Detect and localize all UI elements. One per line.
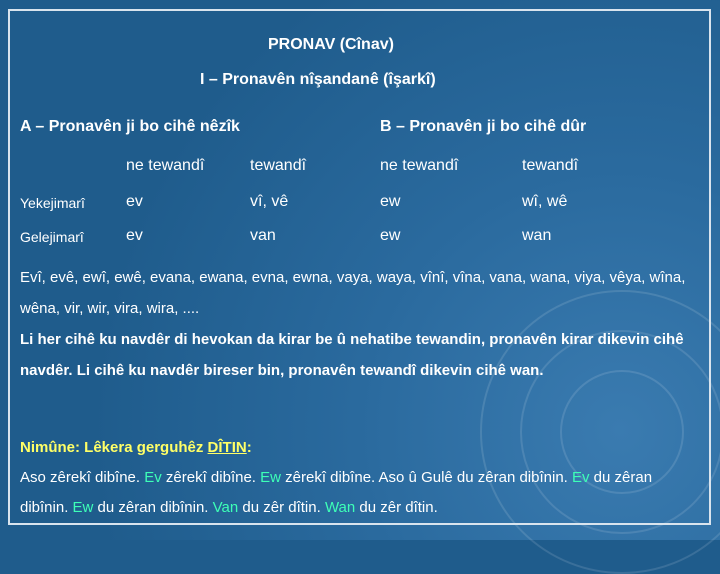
pronoun: Ew: [260, 469, 281, 486]
text-run: Aso zêrekî dibîne.: [20, 469, 145, 486]
text-run: du zêr dîtin.: [238, 499, 325, 516]
example-label: Nimûne:: [20, 439, 80, 456]
forms-list: Evî, evê, ewî, ewê, evana, ewana, evna, ewna, vaya, waya, vînî, vîna, vana, wana, viya, vêya, wîna, wêna, vir, wir, vira, wira, ....: [20, 269, 686, 317]
pronoun: Wan: [324, 499, 356, 516]
pronoun: Ew: [72, 499, 94, 516]
table-cell: van: [250, 227, 276, 244]
example-verb: DÎTIN: [207, 439, 247, 456]
row-label: Yekejimarî: [20, 195, 85, 211]
example-block: [20, 433, 700, 523]
table-cell: ev: [126, 227, 143, 244]
text-run: du zêr dîtin.: [355, 499, 438, 516]
table-cell: ew: [380, 193, 401, 210]
text-run: du zêran dibînin.: [93, 499, 213, 516]
slide-subtitle: I – Pronavên nîşandanê (îşarkî): [200, 71, 436, 88]
table-header: ne tewandî: [126, 157, 205, 174]
rule-paragraph: Li her cihê ku navdêr di hevokan da kirar be û nehatibe tewandin, pronavên kirar dikevin cihê navdêr. Li cihê ku navdêr bireser bin, pronavên tewandî dikevin cihê wan.: [20, 331, 684, 379]
row-label: Gelejimarî: [20, 229, 84, 245]
section-b-heading: B – Pronavên ji bo cihê dûr: [380, 118, 587, 135]
example-sentences: [20, 463, 700, 523]
table-header: tewandî: [250, 157, 307, 174]
pronoun: Ev: [572, 469, 590, 486]
slide-title: PRONAV (Cînav): [268, 36, 394, 53]
table-cell: wan: [522, 227, 552, 244]
text-run: zêrekî dibîne.: [161, 469, 261, 486]
table-cell: vî, vê: [250, 193, 289, 210]
section-a-heading: A – Pronavên ji bo cihê nêzîk: [20, 118, 240, 135]
table-header: ne tewandî: [380, 157, 459, 174]
example-colon: :: [246, 439, 252, 456]
example-heading: [20, 433, 700, 463]
table-header: tewandî: [522, 157, 579, 174]
table-cell: ev: [126, 193, 143, 210]
text-run: zêrekî dibîne. Aso û Gulê du zêran dibînin.: [280, 469, 572, 486]
pronoun: Van: [212, 499, 239, 516]
table-cell: wî, wê: [522, 193, 568, 210]
text-run: du zêran dibînin.: [20, 469, 653, 516]
table-cell: ew: [380, 227, 401, 244]
example-title: Lêkera gerguhêz: [80, 439, 208, 456]
pronoun: Ev: [144, 469, 162, 486]
